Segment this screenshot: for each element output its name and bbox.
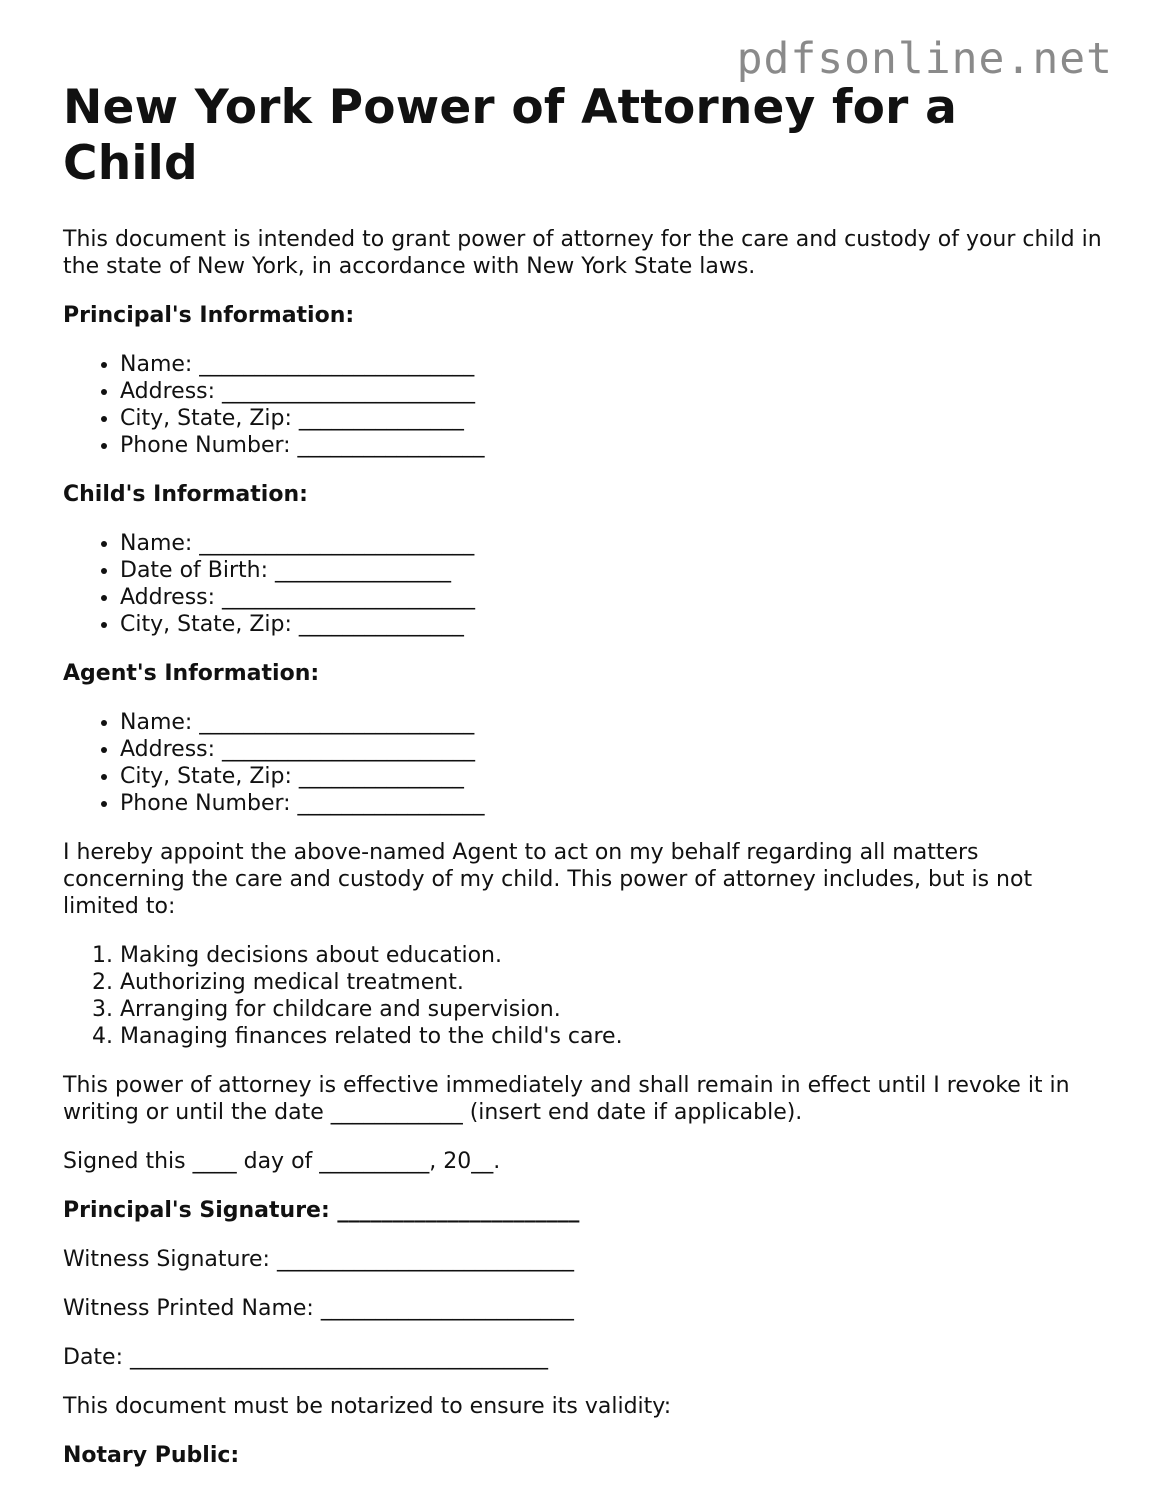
principal-address-field[interactable]: • Address: _______________________ xyxy=(120,378,1103,405)
principal-signature-line[interactable]: Principal's Signature: ______________________ xyxy=(63,1198,580,1223)
principal-fields-list xyxy=(63,351,1103,459)
appointment-paragraph: I hereby appoint the above-named Agent to act on my behalf regarding all matters concerning the care and custody of my child. This power of attorney includes, but is not limited to: xyxy=(63,840,1033,919)
document-page xyxy=(63,80,1103,1491)
child-dob-field[interactable]: • Date of Birth: ________________ xyxy=(120,557,1103,584)
child-name-field[interactable]: • Name: _________________________ xyxy=(120,530,1103,557)
document-title: New York Power of Attorney for a Child xyxy=(63,80,957,191)
powers-list xyxy=(63,942,1103,1050)
principal-heading: Principal's Information: xyxy=(63,303,355,328)
notarize-note: This document must be notarized to ensure its validity: xyxy=(63,1394,672,1419)
child-city-state-zip-field[interactable]: • City, State, Zip: _______________ xyxy=(120,611,1103,638)
agent-phone-field[interactable]: • Phone Number: _________________ xyxy=(120,790,1103,817)
agent-name-field[interactable]: • Name: _________________________ xyxy=(120,709,1103,736)
date-line[interactable]: Date: ______________________________________ xyxy=(63,1345,548,1370)
effective-paragraph[interactable]: This power of attorney is effective immediately and shall remain in effect until I revoke it in writing or until the date ____________ (insert end date if applicable). xyxy=(63,1073,1070,1125)
notary-heading: Notary Public: xyxy=(63,1443,240,1468)
power-item: 3. Arranging for childcare and supervision. xyxy=(120,996,1103,1023)
agent-fields-list xyxy=(63,709,1103,817)
witness-printed-name-line[interactable]: Witness Printed Name: _______________________ xyxy=(63,1296,574,1321)
power-item: 2. Authorizing medical treatment. xyxy=(120,969,1103,996)
child-address-field[interactable]: • Address: _______________________ xyxy=(120,584,1103,611)
power-item: 1. Making decisions about education. xyxy=(120,942,1103,969)
power-item: 4. Managing finances related to the child's care. xyxy=(120,1023,1103,1050)
principal-name-field[interactable]: • Name: _________________________ xyxy=(120,351,1103,378)
agent-city-state-zip-field[interactable]: • City, State, Zip: _______________ xyxy=(120,763,1103,790)
watermark: pdfsonline.net xyxy=(736,34,1113,84)
intro-paragraph: This document is intended to grant power of attorney for the care and custody of your child in the state of New York, in accordance with New York State laws. xyxy=(63,227,1102,279)
child-fields-list xyxy=(63,530,1103,638)
principal-city-state-zip-field[interactable]: • City, State, Zip: _______________ xyxy=(120,405,1103,432)
witness-signature-line[interactable]: Witness Signature: ___________________________ xyxy=(63,1247,574,1272)
signed-date-line[interactable]: Signed this ____ day of __________, 20__. xyxy=(63,1149,501,1174)
principal-phone-field[interactable]: • Phone Number: _________________ xyxy=(120,432,1103,459)
child-heading: Child's Information: xyxy=(63,482,308,507)
agent-address-field[interactable]: • Address: _______________________ xyxy=(120,736,1103,763)
agent-heading: Agent's Information: xyxy=(63,661,320,686)
